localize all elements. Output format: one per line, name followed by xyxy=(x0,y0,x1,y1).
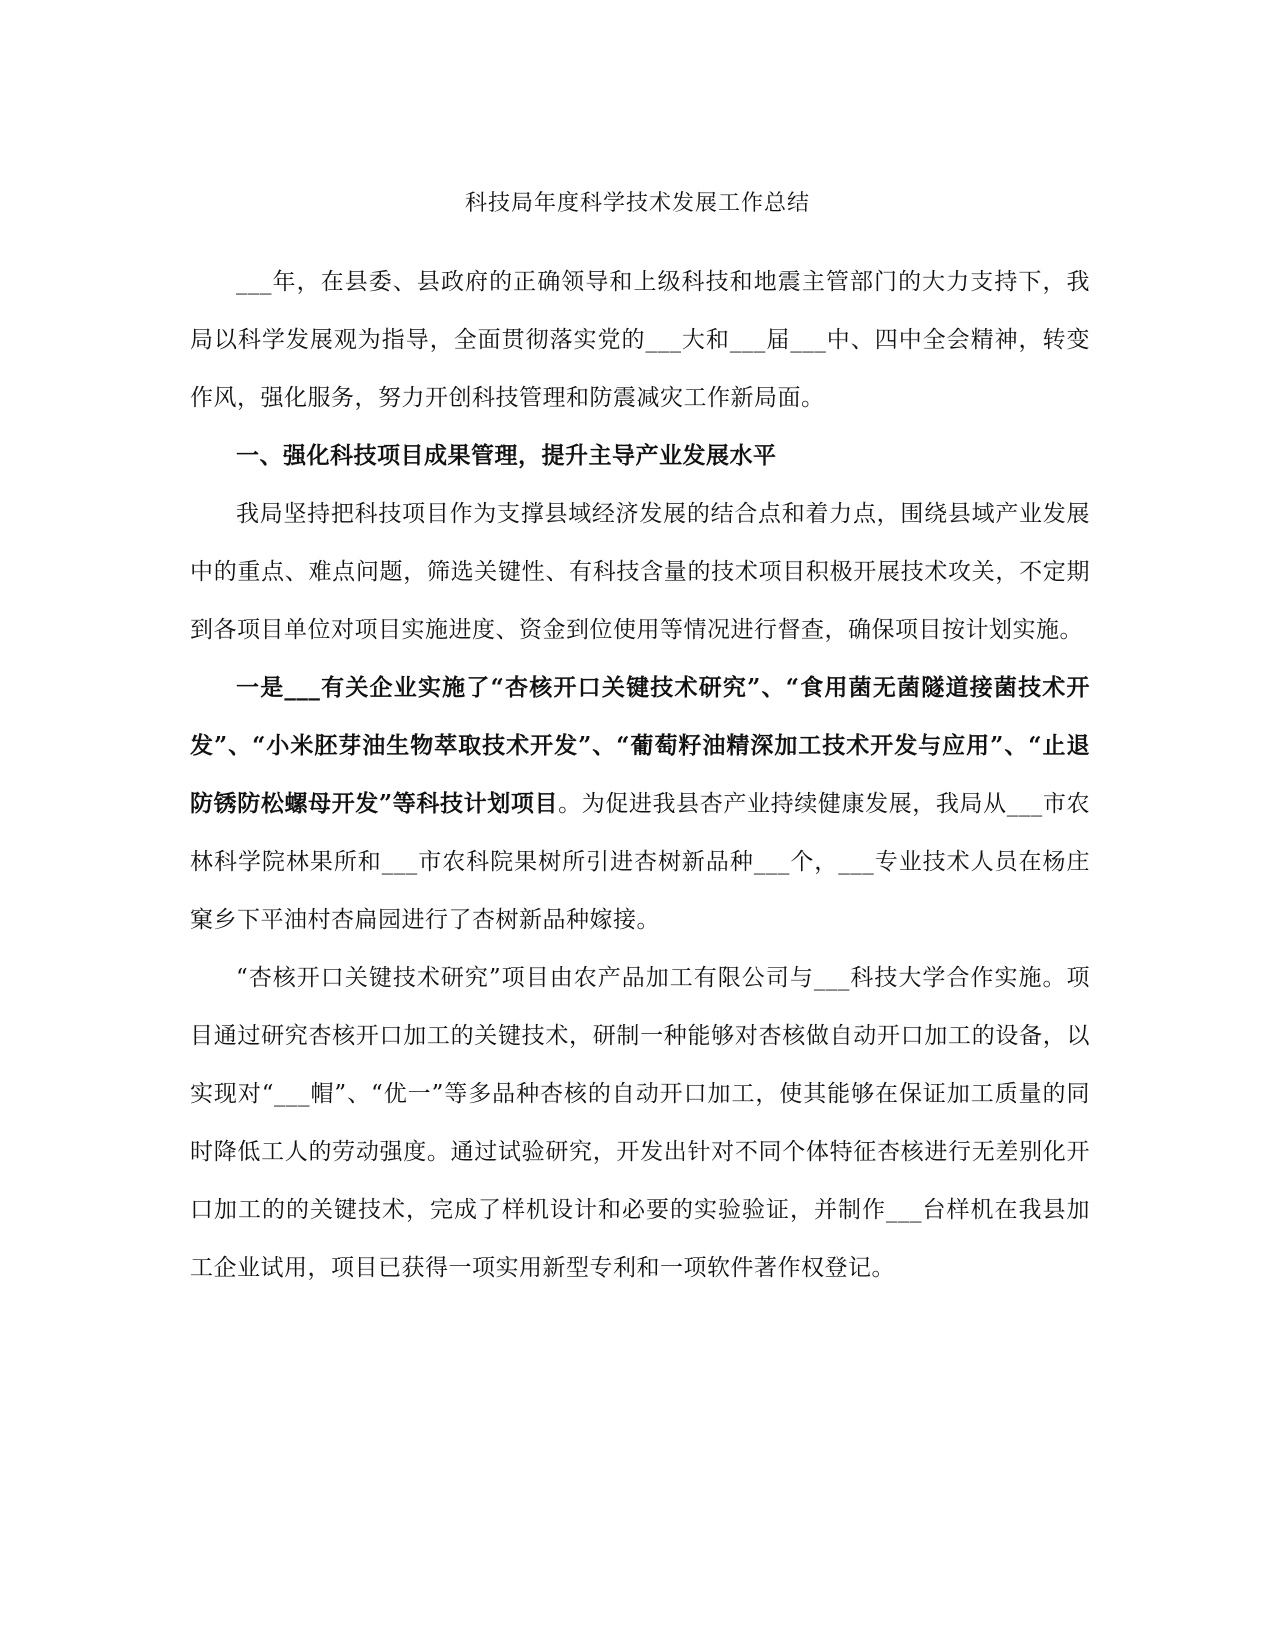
projects-rest-text: 。为促进我县杏产业持续健康发展，我局从___市农林科学院林果所和___市农科院果树所引进杏树新品种___个，___专业技术人员在杨庄窠乡下平油村杏扁园进行了杏树新品种嫁接。 xyxy=(190,791,1090,933)
section-paragraph-1: 我局坚持把科技项目作为支撑县域经济发展的结合点和着力点，围绕县域产业发展中的重点、难点问题，筛选关键性、有科技含量的技术项目积极开展技术攻关，不定期到各项目单位对项目实施进度、资金到位使用等情况进行督查，确保项目按计划实施。 xyxy=(190,501,1090,643)
document-title: 科技局年度科学技术发展工作总结 xyxy=(464,191,810,216)
projects-bold-text: 一是___有关企业实施了“杏核开口关键技术研究”、“食用菌无菌隧道接菌技术开发”、“小米胚芽油生物萃取技术开发”、“葡萄籽油精深加工技术开发与应用”、“止退防锈防松螺母开发”等科技计划项目 xyxy=(190,674,1090,817)
section-paragraph-2 xyxy=(190,659,1090,949)
intro-paragraph: ___年，在县委、县政府的正确领导和上级科技和地震主管部门的大力支持下，我局以科学发展观为指导，全面贯彻落实党的___大和___届___中、四中全会精神，转变作风，强化服务，努力开创科技管理和防震减灾工作新局面。 xyxy=(190,269,1090,411)
section-heading: 一、强化科技项目成果管理，提升主导产业发展水平 xyxy=(236,442,777,469)
section-paragraph-3: “杏核开口关键技术研究”项目由农产品加工有限公司与___科技大学合作实施。项目通过研究杏核开口加工的关键技术，研制一种能够对杏核做自动开口加工的设备，以实现对“___帽”、“优一”等多品种杏核的自动开口加工，使其能够在保证加工质量的同时降低工人的劳动强度。通过试验研究，开发出针对不同个体特征杏核进行无差别化开口加工的的关键技术，完成了样机设计和必要的实验验证，并制作___台样机在我县加工企业试用，项目已获得一项实用新型专利和一项软件著作权登记。 xyxy=(190,965,1090,1281)
document-body xyxy=(190,253,1090,1297)
